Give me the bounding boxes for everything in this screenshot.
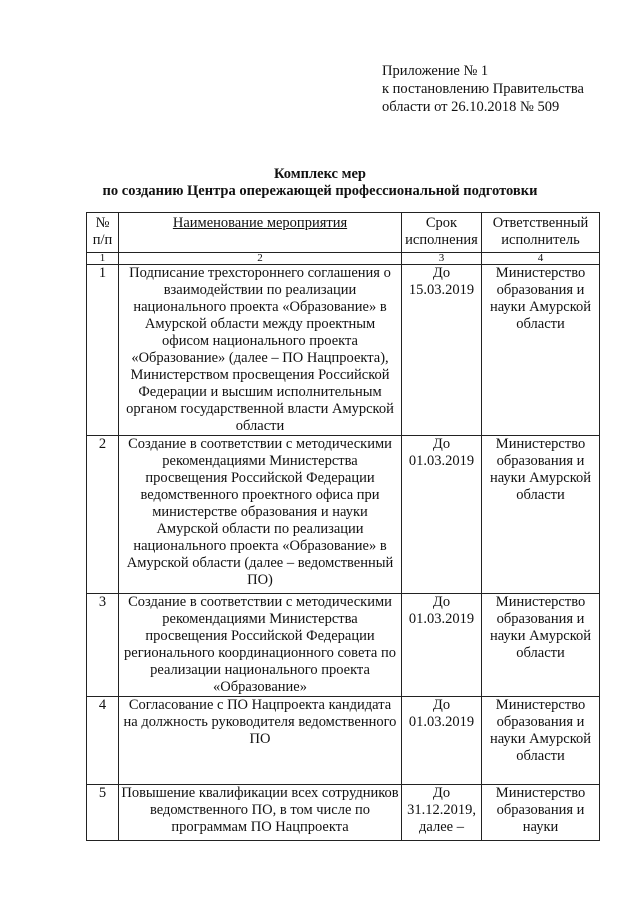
row-deadline-line-1: До — [432, 785, 451, 801]
row-responsible: Министерство образования и науки Амурской области — [482, 436, 600, 594]
row-deadline-line-2: 01.03.2019 — [408, 714, 475, 730]
appendix-line-3: области от 26.10.2018 № 509 — [382, 99, 560, 115]
header-name-label: Наименование мероприятия — [172, 215, 348, 231]
row-responsible: Министерство образования и науки — [482, 785, 600, 841]
row-deadline-line-1: До — [432, 265, 451, 281]
table-row — [87, 265, 600, 436]
row-name: Согласование с ПО Нацпроекта кандидата на должность руководителя ведомственного ПО — [119, 697, 402, 785]
header-num-line-2: п/п — [92, 232, 113, 248]
row-deadline-line-1: До — [432, 697, 451, 713]
table-row — [87, 697, 600, 785]
column-number-row — [87, 253, 600, 265]
row-deadline — [402, 594, 482, 697]
appendix-block — [382, 62, 584, 116]
row-num: 3 — [87, 594, 119, 697]
header-responsible — [482, 213, 600, 253]
header-deadline-line-2: исполнения — [405, 232, 478, 248]
row-name: Подписание трехстороннего соглашения о взаимодействии по реализации национального проекта «Образование» в Амурской области между проектным офисом национального проекта «Образование» (далее – ПО Нацпроекта), Министерством просвещения Российской Федерации и высшим исполнительным органом государственной власти Амурской области — [119, 265, 402, 436]
header-deadline — [402, 213, 482, 253]
row-deadline — [402, 697, 482, 785]
row-deadline-line-2: 01.03.2019 — [408, 453, 475, 469]
row-deadline-line-1: До — [432, 594, 451, 610]
header-deadline-line-1: Срок — [425, 215, 458, 231]
table-row — [87, 785, 600, 841]
appendix-line-1: Приложение № 1 — [382, 63, 489, 79]
row-deadline — [402, 436, 482, 594]
document-title — [0, 166, 640, 200]
row-responsible: Министерство образования и науки Амурской области — [482, 697, 600, 785]
header-responsible-line-1: Ответственный — [492, 215, 589, 231]
column-number: 4 — [482, 253, 600, 265]
column-number: 1 — [87, 253, 119, 265]
column-number: 3 — [402, 253, 482, 265]
row-deadline-line-2: 15.03.2019 — [408, 282, 475, 298]
row-num: 1 — [87, 265, 119, 436]
row-deadline-line-1: До — [432, 436, 451, 452]
table-row — [87, 436, 600, 594]
appendix-line-2: к постановлению Правительства — [382, 81, 584, 97]
row-name: Создание в соответствии с методическими рекомендациями Министерства просвещения Российской Федерации ведомственного проектного офиса при министерстве образования и науки Амурской области по реализации национального проекта «Образование» в Амурской области (далее – ведомственный ПО) — [119, 436, 402, 594]
row-deadline-line-2: 01.03.2019 — [408, 611, 475, 627]
row-responsible: Министерство образования и науки Амурской области — [482, 594, 600, 697]
header-num-line-1: № — [95, 215, 110, 231]
row-num: 4 — [87, 697, 119, 785]
row-num: 5 — [87, 785, 119, 841]
row-deadline-line-2: 31.12.2019, — [407, 802, 476, 818]
column-number: 2 — [119, 253, 402, 265]
header-name — [119, 213, 402, 253]
row-name: Повышение квалификации всех сотрудников ведомственного ПО, в том числе по программам ПО Нацпроекта — [119, 785, 402, 841]
row-deadline — [402, 785, 482, 841]
header-responsible-line-2: исполнитель — [501, 232, 580, 248]
title-line-1: Комплекс мер — [274, 166, 366, 182]
table-row — [87, 594, 600, 697]
row-responsible: Министерство образования и науки Амурской области — [482, 265, 600, 436]
row-name: Создание в соответствии с методическими рекомендациями Министерства просвещения Российской Федерации регионального координационного совета по реализации национального проекта «Образование» — [119, 594, 402, 697]
title-line-2: по созданию Центра опережающей профессиональной подготовки — [102, 183, 538, 199]
header-num — [87, 213, 119, 253]
measures-table — [86, 212, 600, 841]
row-num: 2 — [87, 436, 119, 594]
row-deadline-line-3: далее – — [419, 819, 464, 835]
table-header-row — [87, 213, 600, 253]
row-deadline — [402, 265, 482, 436]
